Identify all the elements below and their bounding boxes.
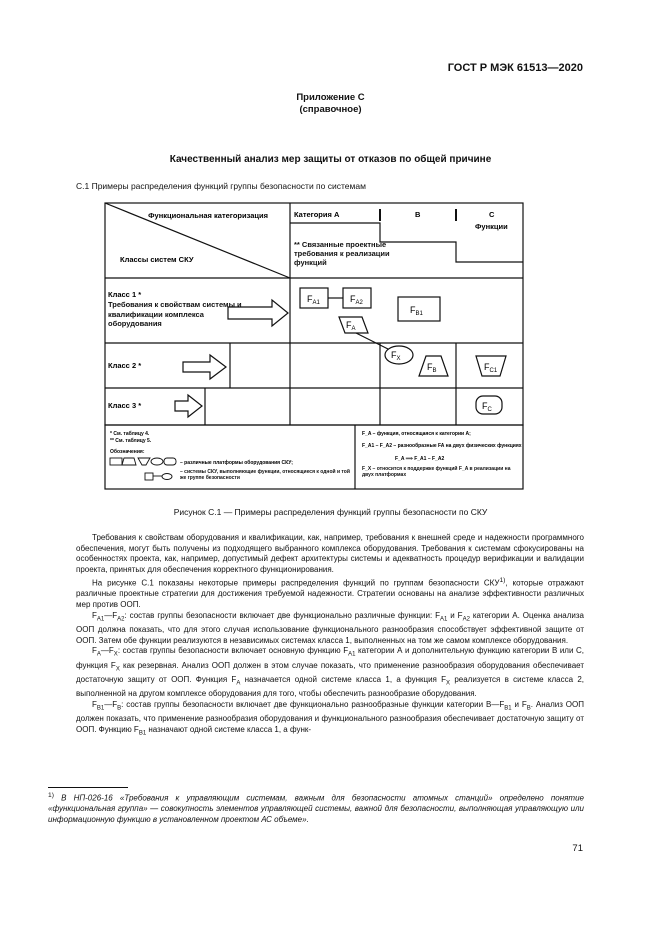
- category-c-label: С: [489, 210, 495, 219]
- legend-fx: F_X – относится к поддержке функций F_A в реализации на двух платформах: [362, 466, 511, 478]
- paragraph-2: На рисунке С.1 показаны некоторые примеры распределения функций по группам безопасности СКУ$^{1)}$, которые отражают различные проектные стратегии для достижения требуемой надежности. Стратегии основаны на анализе эффективности различных мер против ООП.: [76, 576, 585, 609]
- legend-fa12: F_A1 – F_A2 – разнообразные FA на двух физических функциях: [362, 443, 522, 449]
- document-header: ГОСТ Р МЭК 61513—2020: [447, 62, 583, 74]
- class2-label: Класс 2 *: [108, 361, 142, 370]
- footnote: $^{1)}$ В НП-026-16 «Требования к управляющим системам, важным для безопасности атомных станций» определено понятие «функциональная группа» — совокупность элементов управляющей системы, важной для безопасности, выполняющая управляющую или информационную функцию в установленном проектом АС объеме».: [48, 792, 584, 825]
- paragraph-3: $F_{A1}—F_{A2}$: состав группы безопасности включает две функционально различные функции: $F_{A1}$ и $F_{A2}$ категории А. Оценка анализа ООП должна показать, что для этого случая использование функционального разнообразия способствует эффективной защите от ООП. Затем обе функции реализуются в независимых системах класса 1, выполненных на том же самом комплексе оборудования.: [76, 610, 584, 645]
- legend-title: Обозначения:: [110, 449, 145, 455]
- category-a-label: Категория А: [294, 210, 340, 219]
- class3-label: Класс 3 *: [108, 401, 142, 410]
- fx-label: $F_X$: [391, 350, 401, 362]
- body-text: [76, 533, 584, 739]
- section-title: Качественный анализ мер защиты от отказов по общей причине: [169, 154, 492, 165]
- legend-systems: – системы СКУ, выполняющие функции, относящиеся к одной и той же группе безопасности: [180, 469, 350, 481]
- annex-title: Приложение С: [296, 92, 365, 103]
- related-requirements: ** Связанные проектные требования к реализации функций: [294, 240, 390, 267]
- fc1-label: $F_{C1}$: [484, 362, 498, 374]
- note-1: * См. таблицу 4.: [110, 431, 150, 437]
- footnote-separator: [48, 787, 128, 788]
- legend-fa-arrow: F_A ⟹ F_A1 – F_A2: [395, 456, 445, 462]
- paragraph-5: $F_{B1}—F_B$: состав группы безопасности включает две функционально разнообразные функции категории $В—F_{B1}$ и $F_B$. Анализ ООП должен показать, что применение разнообразия оборудования и функционального разнообразия обеспечивает достаточную защиту от ООП. Функцию $F_{B1}$ назначают одной системе класса 1, а функ-: [76, 699, 584, 737]
- subsection-title: С.1 Примеры распределения функций группы безопасности по системам: [76, 181, 366, 191]
- class2-arrow: [183, 355, 226, 379]
- fa1-label: $F_{A1}$: [307, 294, 320, 306]
- legend-shapes: [110, 458, 176, 480]
- fb-label: $F_B$: [427, 362, 437, 374]
- category-b-label: В: [415, 210, 421, 219]
- class3-arrow: [175, 395, 202, 417]
- paragraph-1: Требования к свойствам оборудования и квалификации, как, например, требования к внешней среде и надежности программного обеспечения, могут быть получены из подходящего выбранного комплекса оборудования. Требования к системам сфокусированы на особенностях проекта, как, например, допустимый дефект архитектуры системы и адекватность процедур верификации и валидации проекта, принятых для обеспечения корректного функционирования.: [76, 533, 584, 575]
- note-2: ** См. таблицу 5.: [110, 438, 152, 444]
- paragraph-4: $F_A—F_X$: состав группы безопасности включает основную функцию $F_{A1}$ категории А и дополнительную функцию категории В или С, функция $F_X$ как резервная. Анализ ООП должен в этом случае показать, что применение разнообразия оборудования обеспечивает достаточную защиту от ООП. Функция $F_A$ назначается одной системе класса 1, а функция $F_X$ реализуется в системе класса 2, выполненной на другом комплексе оборудования для того, чтобы обеспечить разнообразие оборудования.: [76, 646, 585, 699]
- legend-fa: F_A – функция, относящаяся к категории А;: [362, 431, 471, 437]
- fa2-label: $F_{A2}$: [350, 294, 363, 306]
- fa-label: $F_A$: [346, 320, 356, 332]
- page-number: 71: [572, 843, 583, 854]
- legend-platforms: – различные платформы оборудования СКУ;: [180, 460, 293, 466]
- classes-label: Классы систем СКУ: [120, 255, 194, 264]
- class1-desc: Требования к свойствам системы и квалификации комплекса оборудования: [108, 300, 242, 328]
- annex-subtitle: (справочное): [299, 104, 362, 115]
- fc-label: $F_C$: [482, 401, 492, 413]
- class1-label: Класс 1 *: [108, 290, 142, 299]
- functions-label: Функции: [475, 222, 508, 231]
- figure-caption: Рисунок С.1 — Примеры распределения функций группы безопасности по СКУ: [173, 507, 488, 517]
- fb1-label: $F_{B1}$: [410, 305, 423, 317]
- functional-categorization-label: Функциональная категоризация: [148, 211, 268, 220]
- fb1-box: [398, 297, 440, 321]
